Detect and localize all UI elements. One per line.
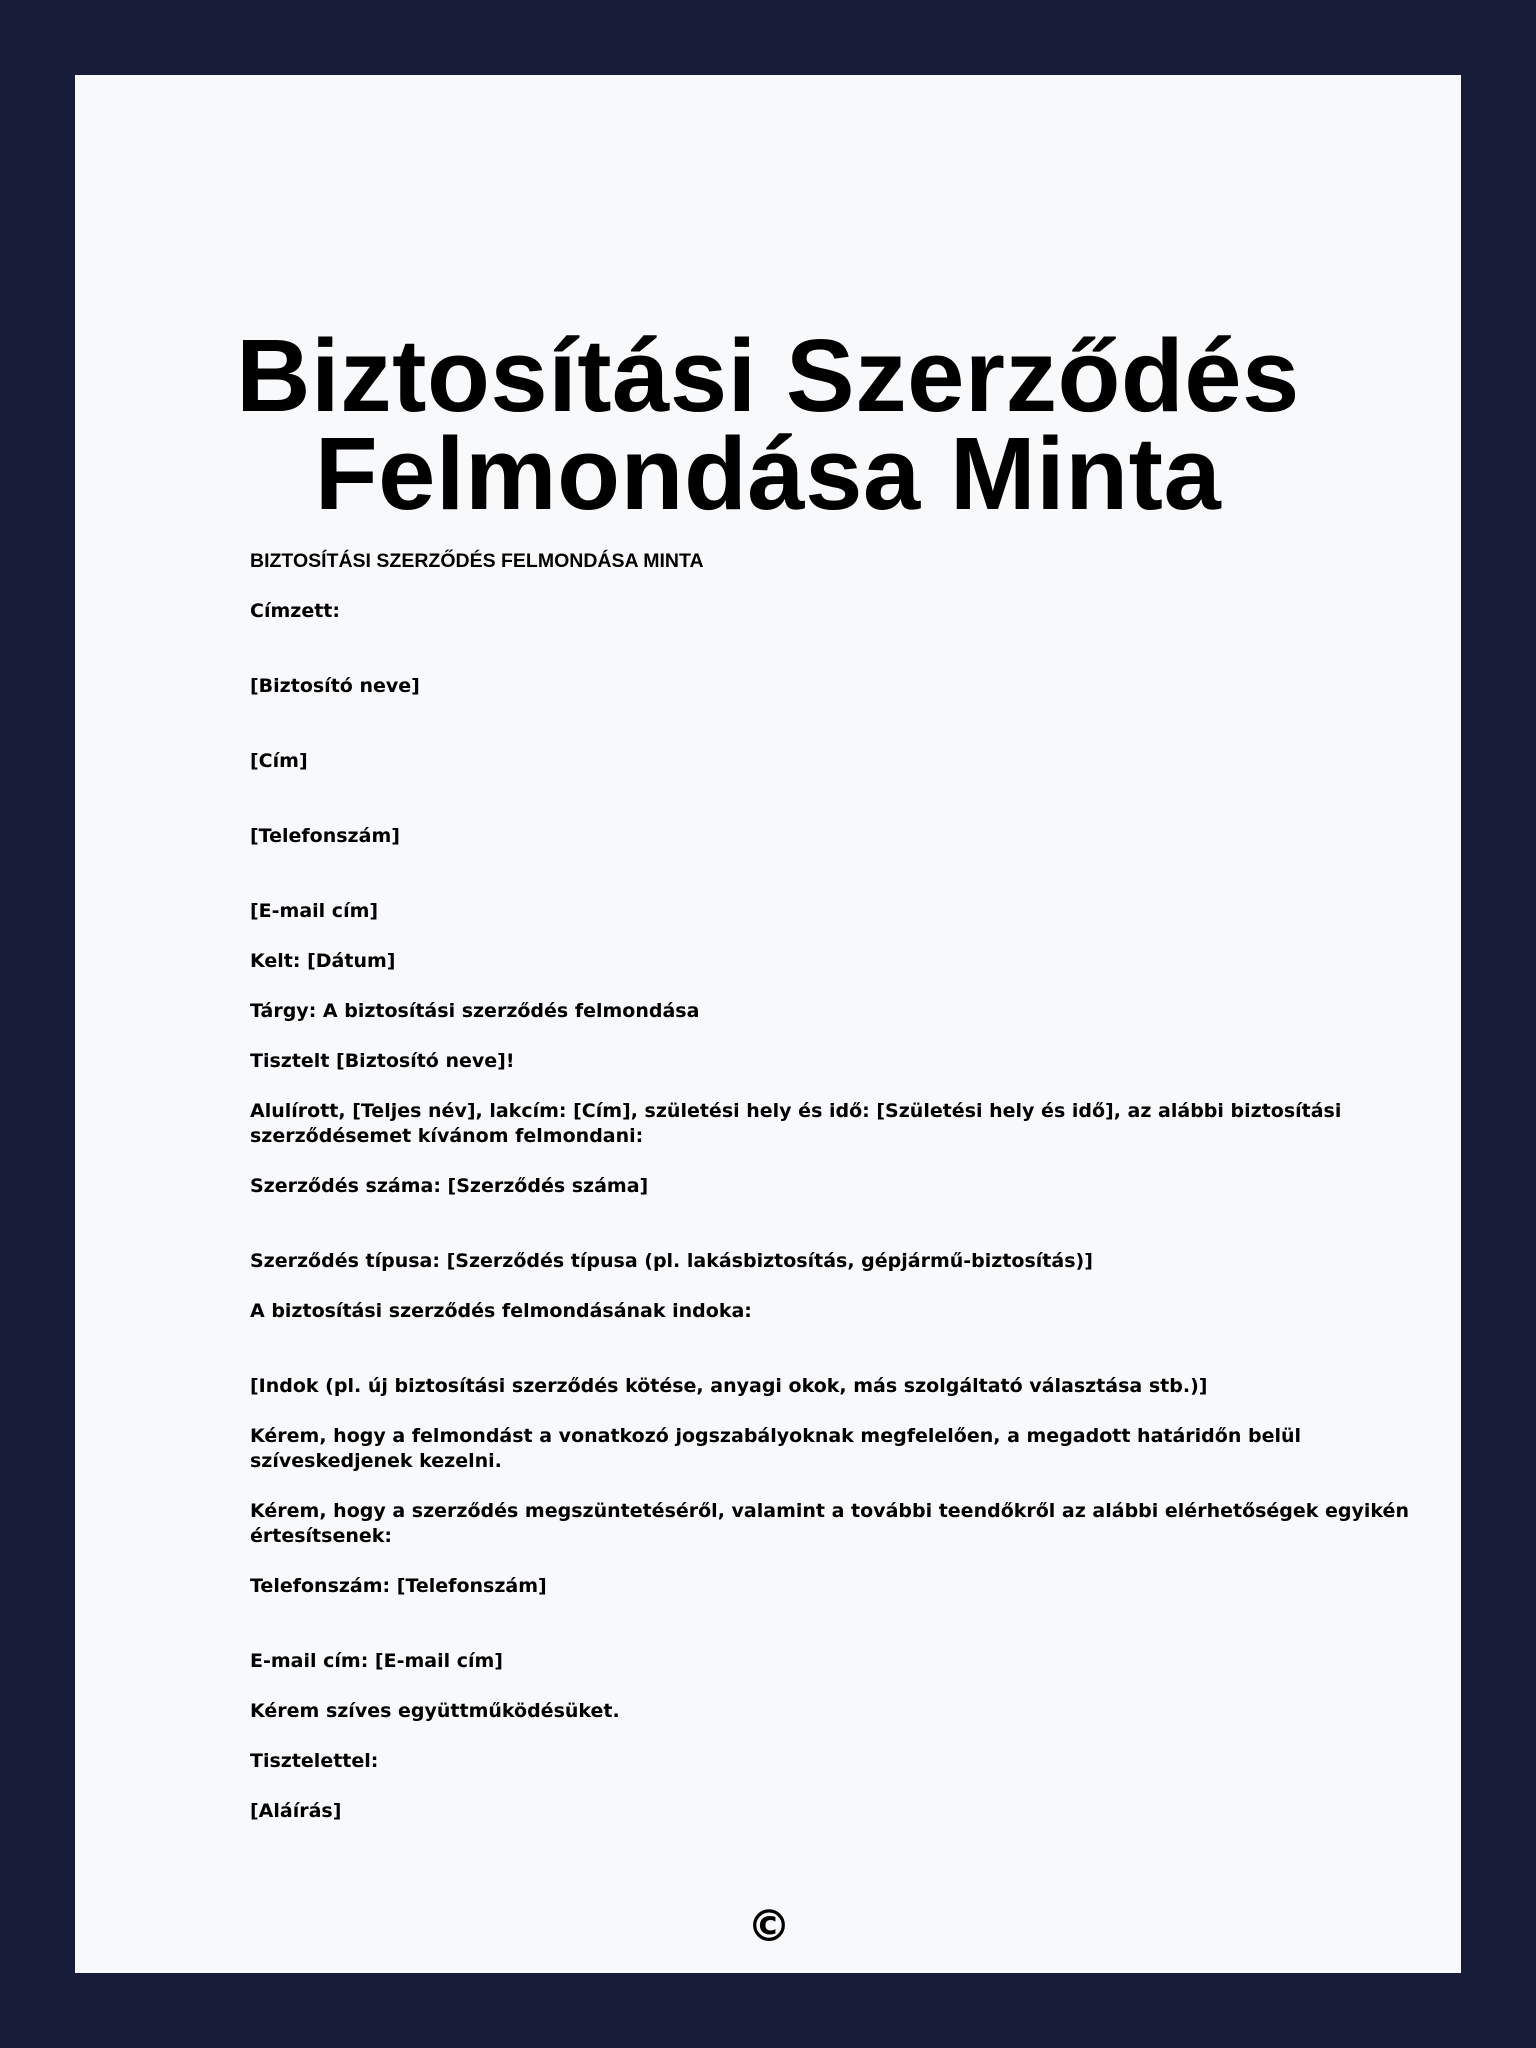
recipient-label: Címzett: [250, 600, 340, 622]
document-title [75, 318, 1461, 531]
request-1-line-1: Kérem, hogy a felmondást a vonatkozó jogszabályoknak megfelelően, a megadott határidőn belül [250, 1425, 1302, 1447]
insurer-phone: [Telefonszám] [250, 825, 400, 847]
thanks-line: Kérem szíves együttműködésüket. [250, 1700, 620, 1722]
subject-line: Tárgy: A biztosítási szerződés felmondása [250, 1000, 700, 1022]
contract-number: Szerződés száma: [Szerződés száma] [250, 1175, 649, 1197]
signature-placeholder: [Aláírás] [250, 1800, 342, 1822]
insurer-address: [Cím] [250, 750, 308, 772]
insurer-email: [E-mail cím] [250, 900, 379, 922]
salutation: Tisztelt [Biztosító neve]! [250, 1050, 515, 1072]
document-page [75, 75, 1461, 1973]
reason-label: A biztosítási szerződés felmondásának indoka: [250, 1300, 752, 1322]
request-1-line-2: szíveskedjenek kezelni. [250, 1450, 502, 1472]
request-2-line-2: értesítsenek: [250, 1525, 392, 1547]
contact-email: E-mail cím: [E-mail cím] [250, 1650, 503, 1672]
intro-line-1: Alulírott, [Teljes név], lakcím: [Cím], születési hely és idő: [Születési hely és idő], az alábbi biztosítási [250, 1100, 1342, 1122]
title-line-1: Biztosítási Szerződés [236, 318, 1300, 433]
copyright-icon: © [747, 1901, 791, 1952]
contact-phone: Telefonszám: [Telefonszám] [250, 1575, 547, 1597]
letter-heading: BIZTOSÍTÁSI SZERZŐDÉS FELMONDÁSA MINTA [250, 550, 704, 572]
closing-line: Tisztelettel: [250, 1750, 379, 1772]
date-line: Kelt: [Dátum] [250, 950, 396, 972]
contract-type: Szerződés típusa: [Szerződés típusa (pl. lakásbiztosítás, gépjármű-biztosítás)] [250, 1250, 1093, 1272]
title-line-2: Felmondása Minta [314, 416, 1222, 531]
reason-text: [Indok (pl. új biztosítási szerződés kötése, anyagi okok, más szolgáltató választása stb.)] [250, 1375, 1208, 1397]
request-2-line-1: Kérem, hogy a szerződés megszüntetéséről, valamint a további teendőkről az alábbi elérhetőségek egyikén [250, 1500, 1409, 1522]
insurer-name: [Biztosító neve] [250, 675, 420, 697]
intro-line-2: szerződésemet kívánom felmondani: [250, 1125, 644, 1147]
